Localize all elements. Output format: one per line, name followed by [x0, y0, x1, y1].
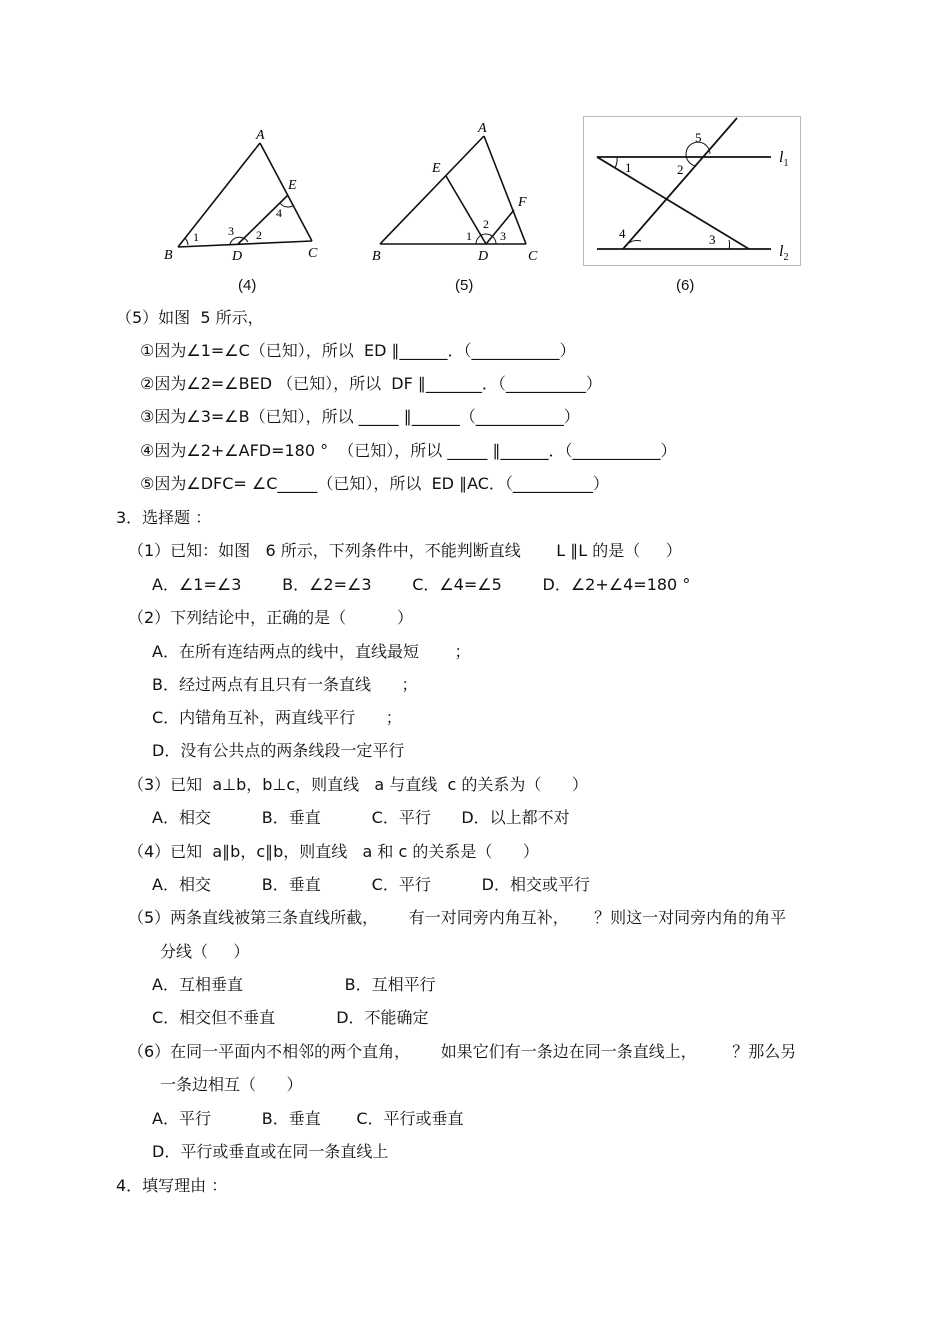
s3-q6-line1: （6）在同一平面内不相邻的两个直角， 如果它们有一条边在同一条直线上， ？那么另: [128, 1042, 797, 1061]
fig4-angle-1: 1: [193, 230, 199, 244]
q5-item-4: ④因为∠2+∠AFD=180 ° （已知），所以 _____ ∥______．（___________）: [140, 441, 677, 460]
q5-title: （5）如图 5 所示，: [116, 308, 264, 327]
fig5-label-C: C: [528, 249, 538, 264]
figure-5-caption: (5): [455, 277, 474, 294]
s3-q1-options: A．∠1=∠3 B．∠2=∠3 C．∠4=∠5 D．∠2+∠4=180 °: [152, 575, 691, 594]
fig6-angle-2: 2: [677, 162, 684, 177]
q5-item-2: ②因为∠2=∠BED （已知），所以 DF ∥_______．（__________）: [140, 374, 602, 393]
fig5-label-F: F: [518, 195, 527, 210]
fig6-label-l2: $l_2$: [779, 243, 789, 263]
fig6-angle-1: 1: [625, 160, 632, 175]
fig5-label-A: A: [478, 121, 487, 136]
fig6-angle-5: 5: [695, 130, 702, 145]
s3-q2: （2）下列结论中，正确的是（ ）: [128, 608, 414, 627]
fig5-angle-3: 3: [500, 229, 506, 243]
fig4-angle-2: 2: [256, 228, 262, 242]
section-4-title: 4．填写理由 ：: [116, 1176, 228, 1195]
s3-q4: （4）已知 a∥b，c∥b，则直线 a 和 c 的关系是（ ）: [128, 842, 539, 861]
fig6-angle-3: 3: [709, 232, 716, 247]
s3-q4-options: A．相交 B．垂直 C．平行 D．相交或平行: [152, 875, 590, 894]
figure-5: [368, 120, 548, 266]
fig6-angle-4: 4: [619, 226, 626, 241]
fig4-label-C: C: [308, 246, 318, 261]
fig4-label-E: E: [288, 178, 297, 193]
fig6-label-l1: $l_1$: [779, 149, 789, 169]
s3-q6-options-abc: A．平行 B．垂直 C．平行或垂直: [152, 1109, 464, 1128]
fig5-angle-2: 2: [483, 217, 489, 231]
fig4-label-A: A: [256, 128, 265, 143]
q5-item-5: ⑤因为∠DFC= ∠C_____（已知），所以 ED ∥AC．（__________）: [140, 474, 609, 493]
fig5-label-E: E: [432, 161, 441, 176]
figure-6: [583, 116, 803, 266]
s3-q2-option-c: C．内错角互补，两直线平行 ；: [152, 708, 402, 727]
figure-4: [160, 125, 335, 265]
s3-q1: （1）已知：如图 6 所示，下列条件中，不能判断直线 L ∥L 的是（ ）: [128, 541, 682, 560]
s3-q6-line2: 一条边相互（ ）: [160, 1075, 303, 1094]
q5-item-3: ③因为∠3=∠B（已知），所以 _____ ∥______（___________）: [140, 407, 580, 426]
figure-6-caption: (6): [676, 277, 695, 294]
s3-q3: （3）已知 a⊥b，b⊥c，则直线 a 与直线 c 的关系为（ ）: [128, 775, 588, 794]
fig5-label-B: B: [372, 249, 381, 264]
s3-q5-options-ab: A．互相垂直 B．互相平行: [152, 975, 436, 994]
s3-q5-line2: 分线（ ）: [160, 942, 250, 961]
fig4-angle-4: 4: [276, 206, 282, 220]
fig4-label-B: B: [164, 248, 173, 263]
s3-q3-options: A．相交 B．垂直 C．平行 D．以上都不对: [152, 808, 570, 827]
section-3-title: 3．选择题 ：: [116, 508, 212, 527]
s3-q2-option-a: A．在所有连结两点的线中，直线最短 ；: [152, 642, 471, 661]
figure-4-caption: (4): [238, 277, 257, 294]
fig4-angle-3: 3: [228, 224, 234, 238]
fig5-label-D: D: [478, 249, 489, 264]
fig5-angle-1: 1: [466, 229, 472, 243]
s3-q2-option-b: B．经过两点有且只有一条直线 ；: [152, 675, 418, 694]
fig4-label-D: D: [232, 249, 243, 264]
s3-q2-option-d: D．没有公共点的两条线段一定平行: [152, 741, 405, 760]
s3-q6-option-d: D．平行或垂直或在同一条直线上: [152, 1142, 389, 1161]
s3-q5-line1: （5）两条直线被第三条直线所截， 有一对同旁内角互补， ？则这一对同旁内角的角平: [128, 908, 787, 927]
s3-q5-options-cd: C．相交但不垂直 D．不能确定: [152, 1008, 429, 1027]
q5-item-1: ①因为∠1=∠C（已知），所以 ED ∥______．（___________）: [140, 341, 576, 360]
